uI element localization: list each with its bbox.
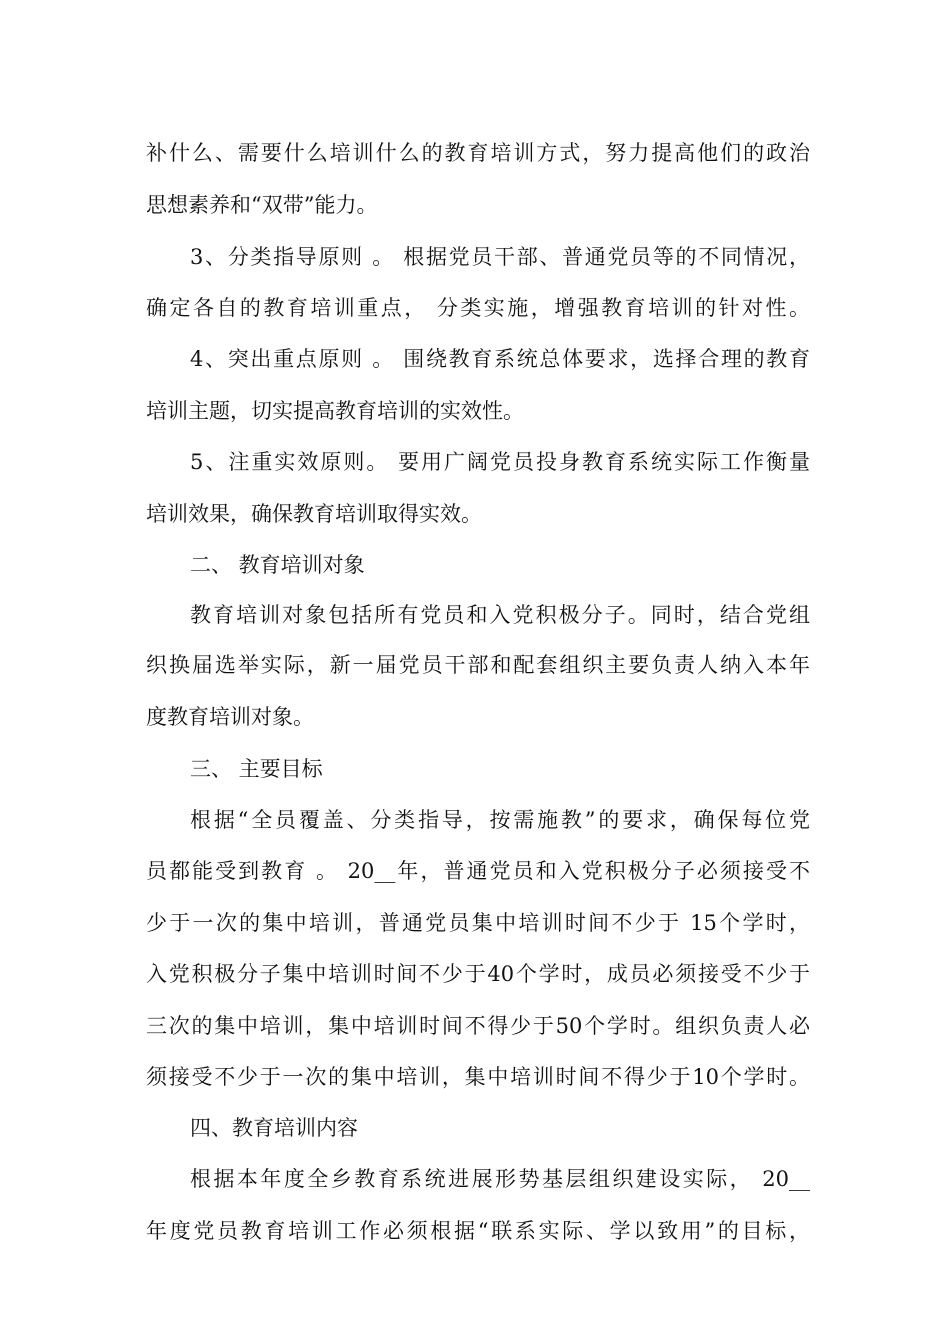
principle-3-line: 3、分类指导原则 。 根据党员干部、普通党员等的不同情况，: [190, 245, 810, 269]
body-line: 年度党员教育培训工作必须根据“联系实际、学以致用”的目标，: [146, 1219, 810, 1243]
body-line: 度教育培训对象。: [146, 705, 314, 729]
body-line: 培训效果，确保教育培训取得实效。: [146, 502, 482, 526]
body-line: 根据“全员覆盖、分类指导，按需施教”的要求，确保每位党: [190, 808, 810, 832]
body-line: 织换届选举实际，新一届党员干部和配套组织主要负责人纳入本年: [146, 653, 810, 677]
body-line: 培训主题，切实提高教育培训的实效性。: [146, 399, 524, 423]
body-line: 三次的集中培训，集中培训时间不得少于50个学时。组织负责人必: [146, 1014, 810, 1038]
body-line: 确定各自的教育培训重点， 分类实施，增强教育培训的针对性。: [146, 296, 810, 320]
body-line: 少于一次的集中培训，普通党员集中培训时间不少于 15个学时，: [146, 911, 810, 935]
section-heading-3: 三、 主要目标: [190, 757, 323, 781]
body-line: 补什么、需要什么培训什么的教育培训方式，努力提高他们的政治: [146, 141, 810, 165]
body-line: 教育培训对象包括所有党员和入党积极分子。同时，结合党组: [190, 603, 810, 627]
body-line: 思想素养和“双带”能力。: [146, 193, 378, 217]
body-line: 根据本年度全乡教育系统进展形势基层组织建设实际， 20__: [190, 1167, 810, 1191]
body-line: 须接受不少于一次的集中培训，集中培训时间不得少于10个学时。: [146, 1065, 810, 1089]
body-line: 入党积极分子集中培训时间不少于40个学时，成员必须接受不少于: [146, 962, 810, 986]
section-heading-4: 四、教育培训内容: [190, 1116, 358, 1140]
principle-5-line: 5、注重实效原则。 要用广阔党员投身教育系统实际工作衡量: [190, 450, 810, 474]
section-heading-2: 二、 教育培训对象: [190, 553, 365, 577]
body-line: 员都能受到教育 。 20__年，普通党员和入党积极分子必须接受不: [146, 859, 810, 883]
principle-4-line: 4、突出重点原则 。 围绕教育系统总体要求，选择合理的教育: [190, 347, 810, 371]
